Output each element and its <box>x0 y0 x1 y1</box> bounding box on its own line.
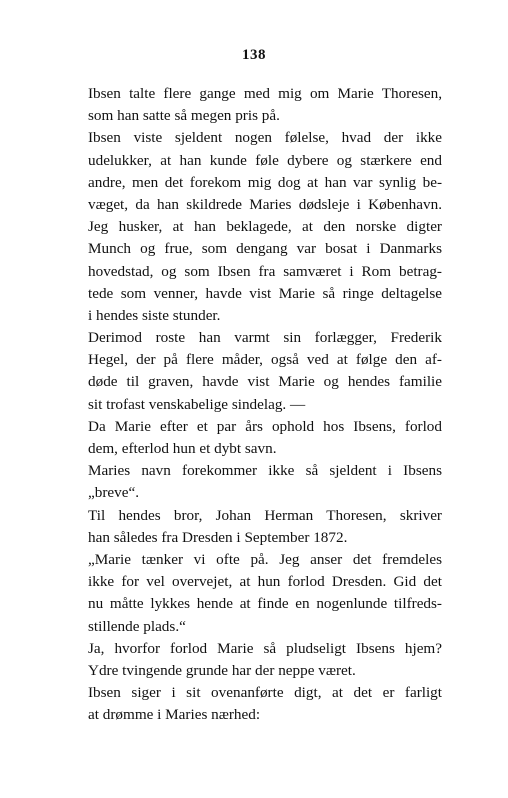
text-line: udelukker, at han kunde føle dybere og stærkere end <box>88 151 442 169</box>
text-line: stillende plads.“ <box>88 617 186 635</box>
text-line: Da Marie efter et par års ophold hos Ibsens, forlod <box>88 417 442 435</box>
text-line: nu måtte lykkes hende at finde en nogenlunde tilfreds- <box>88 595 442 613</box>
text-line: Jeg husker, at han beklagede, at den norske digter <box>88 218 442 236</box>
text-line: han således fra Dresden i September 1872. <box>88 528 348 546</box>
text-line: dem, efterlod hun et dybt savn. <box>88 440 277 457</box>
text-line: Ja, hvorfor forlod Marie så pludseligt Ibsens hjem? <box>88 639 442 657</box>
text-line: Maries navn forekommer ikke så sjeldent i Ibsens <box>88 462 442 480</box>
text-line: Munch og frue, som dengang var bosat i Danmarks <box>88 240 442 258</box>
text-line: døde til graven, havde vist Marie og hendes familie <box>88 373 442 391</box>
text-line: hovedstad, og som Ibsen fra samværet i Rom betrag- <box>88 262 442 280</box>
text-line: i hendes siste stunder. <box>88 306 221 324</box>
text-line: Ibsen talte flere gange med mig om Marie Thoresen, <box>88 85 442 102</box>
text-line: Derimod roste han varmt sin forlægger, Frederik <box>88 329 442 347</box>
text-line: Ibsen viste sjeldent nogen følelse, hvad der ikke <box>88 129 442 147</box>
text-line: at drømme i Maries nærhed: <box>88 706 261 724</box>
text-line: sit trofast venskabelige sindelag. — <box>88 395 306 413</box>
body-text <box>88 83 442 726</box>
text-line: Hegel, der på flere måder, også ved at følge den af- <box>88 351 442 369</box>
text-line: „breve“. <box>88 484 140 502</box>
text-line: Ydre tvingende grunde har der neppe været. <box>88 661 356 679</box>
text-line: som han satte så megen pris på. <box>88 107 280 125</box>
text-line: tede som venner, havde vist Marie så ringe deltagelse <box>88 284 442 302</box>
page-number: 138 <box>242 47 266 63</box>
text-line: ikke for vel overvejet, at hun forlod Dresden. Gid det <box>88 573 442 591</box>
text-line: Ibsen siger i sit ovenanførte digt, at det er farligt <box>88 684 442 702</box>
text-line: Til hendes bror, Johan Herman Thoresen, skriver <box>88 506 442 524</box>
text-line: andre, men det forekom mig dog at han var synlig be- <box>88 173 442 191</box>
text-line: væget, da han skildrede Maries dødsleje i København. <box>88 195 442 213</box>
text-line: „Marie tænker vi ofte på. Jeg anser det fremdeles <box>88 550 442 568</box>
